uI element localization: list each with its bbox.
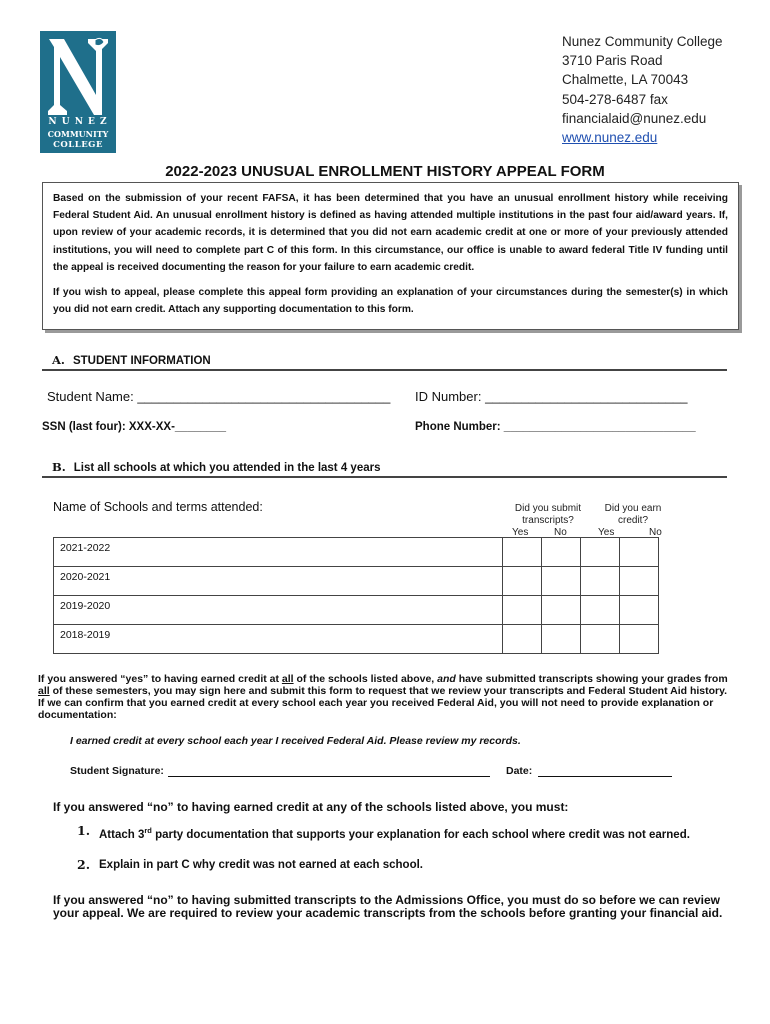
signature-label: Student Signature: xyxy=(70,765,164,777)
credit-no-cell[interactable] xyxy=(620,538,659,567)
logo-line-3: COLLEGE xyxy=(53,140,103,150)
credit-yes-header: Yes xyxy=(598,527,615,538)
section-a-heading xyxy=(52,353,211,367)
no-credit-instructions: If you answered “no” to having earned credit at any of the schools listed above, you must: xyxy=(53,800,569,814)
earned-credit-statement: I earned credit at every school each year I received Federal Aid. Please review my records. xyxy=(70,735,521,747)
contact-block xyxy=(562,32,723,147)
table-row xyxy=(54,538,659,567)
college-email: financialaid@nunez.edu xyxy=(562,110,707,126)
list-item-1-text-a: Attach 3 xyxy=(99,828,145,841)
credit-yes-cell[interactable] xyxy=(581,567,620,596)
transcripts-no-cell[interactable] xyxy=(542,596,581,625)
signature-line[interactable] xyxy=(168,776,490,777)
section-a-title: STUDENT INFORMATION xyxy=(72,355,211,367)
phone-number-field[interactable]: Phone Number: ______________________________ xyxy=(415,421,696,433)
list-item-1 xyxy=(99,824,699,842)
table-row xyxy=(54,567,659,596)
transcripts-yes-cell[interactable] xyxy=(503,625,542,654)
yes-and: and xyxy=(437,673,456,685)
intro-paragraph-2: If you wish to appeal, please complete this appeal form providing an explanation of your circumstances during the semester(s) in which you did not earn credit. Attach any supporting documentation to this form. xyxy=(53,287,728,316)
list-item-2: Explain in part C why credit was not earned at each school. xyxy=(99,859,423,871)
transcripts-yes-header: Yes xyxy=(512,527,529,538)
transcripts-column-header: Did you submit transcripts? xyxy=(514,503,582,526)
logo-line-1: N U N E Z xyxy=(48,117,108,127)
intro-box xyxy=(42,182,739,330)
section-b-title: List all schools at which you attended in the last 4 years xyxy=(73,462,381,474)
transcripts-no-cell[interactable] xyxy=(542,625,581,654)
credit-no-header: No xyxy=(649,527,662,538)
credit-no-cell[interactable] xyxy=(620,596,659,625)
table-row xyxy=(54,625,659,654)
yes-all-2: all xyxy=(38,685,50,697)
yes-text-2: of the schools listed above, xyxy=(293,673,438,685)
transcripts-no-cell[interactable] xyxy=(542,538,581,567)
ssn-field[interactable]: SSN (last four): XXX-XX-________ xyxy=(42,421,227,433)
yes-instructions xyxy=(38,673,728,721)
yes-text-4: of these semesters, you may sign here and submit this form to request that we review your transcripts and Federal Student Aid history. If we can confirm that you earned credit at every school each year you received Federal Aid, you will not need to provide explanation or documentation: xyxy=(38,685,728,721)
list-number-2: 2. xyxy=(77,857,91,872)
list-item-1-text-b: party documentation that supports your explanation for each school where credit was not earned. xyxy=(151,828,690,841)
section-b-rule xyxy=(42,476,727,478)
transcripts-yes-cell[interactable] xyxy=(503,538,542,567)
intro-paragraph-1: Based on the submission of your recent FAFSA, it has been determined that you have an unusual enrollment history while receiving Federal Student Aid. An unusual enrollment history is defined as having attended multiple institutions in the past four aid/award years. If, upon review of your academic records, it is determined that you did not earn academic credit at one or more of your previously attended institutions, you will need to complete part C of this form. In this circumstance, our office is unable to award federal Title IV funding until the appeal is received documenting the reason for your failure to earn academic credit. xyxy=(53,193,728,273)
student-name-field[interactable]: Student Name: ___________________________________ xyxy=(47,389,391,404)
section-b-heading xyxy=(52,460,380,474)
credit-yes-cell[interactable] xyxy=(581,625,620,654)
term-cell[interactable]: 2020-2021 xyxy=(54,567,503,596)
date-line[interactable] xyxy=(538,776,672,777)
term-cell[interactable]: 2021-2022 xyxy=(54,538,503,567)
credit-yes-cell[interactable] xyxy=(581,596,620,625)
logo-line-2: COMMUNITY xyxy=(47,129,109,139)
transcripts-no-cell[interactable] xyxy=(542,567,581,596)
credit-column-header: Did you earn credit? xyxy=(604,503,662,526)
credit-no-cell[interactable] xyxy=(620,567,659,596)
schools-label: Name of Schools and terms attended: xyxy=(53,500,263,514)
transcripts-yes-cell[interactable] xyxy=(503,596,542,625)
table-row xyxy=(54,596,659,625)
yes-text-1: If you answered “yes” to having earned credit at xyxy=(38,673,282,685)
form-title: 2022-2023 UNUSUAL ENROLLMENT HISTORY APPEAL FORM xyxy=(165,163,605,180)
list-number-1: 1. xyxy=(77,823,91,838)
transcripts-instructions: If you answered “no” to having submitted transcripts to the Admissions Office, you must do so before we can review your appeal. We are required to review your academic transcripts from the schools before granting your financial aid. xyxy=(53,893,723,920)
section-a-letter: A. xyxy=(52,353,65,367)
term-cell[interactable]: 2018-2019 xyxy=(54,625,503,654)
section-b-letter: B. xyxy=(52,460,66,474)
college-address: 3710 Paris Road xyxy=(562,53,663,69)
list-item-1-sup: rd xyxy=(144,826,152,835)
college-website-link[interactable]: www.nunez.edu xyxy=(562,130,658,146)
section-a-rule xyxy=(42,369,727,371)
college-city: Chalmette, LA 70043 xyxy=(562,72,689,88)
term-cell[interactable]: 2019-2020 xyxy=(54,596,503,625)
transcripts-yes-cell[interactable] xyxy=(503,567,542,596)
schools-table xyxy=(53,537,659,654)
yes-all-1: all xyxy=(281,673,294,685)
college-fax: 504-278-6487 fax xyxy=(562,91,668,107)
id-number-field[interactable]: ID Number: ____________________________ xyxy=(415,389,688,404)
college-name: Nunez Community College xyxy=(562,34,723,49)
college-logo xyxy=(40,31,116,153)
date-label: Date: xyxy=(506,765,533,777)
transcripts-no-header: No xyxy=(554,527,567,538)
yes-text-3: have submitted transcripts showing your grades from xyxy=(455,673,728,685)
credit-no-cell[interactable] xyxy=(620,625,659,654)
credit-yes-cell[interactable] xyxy=(581,538,620,567)
